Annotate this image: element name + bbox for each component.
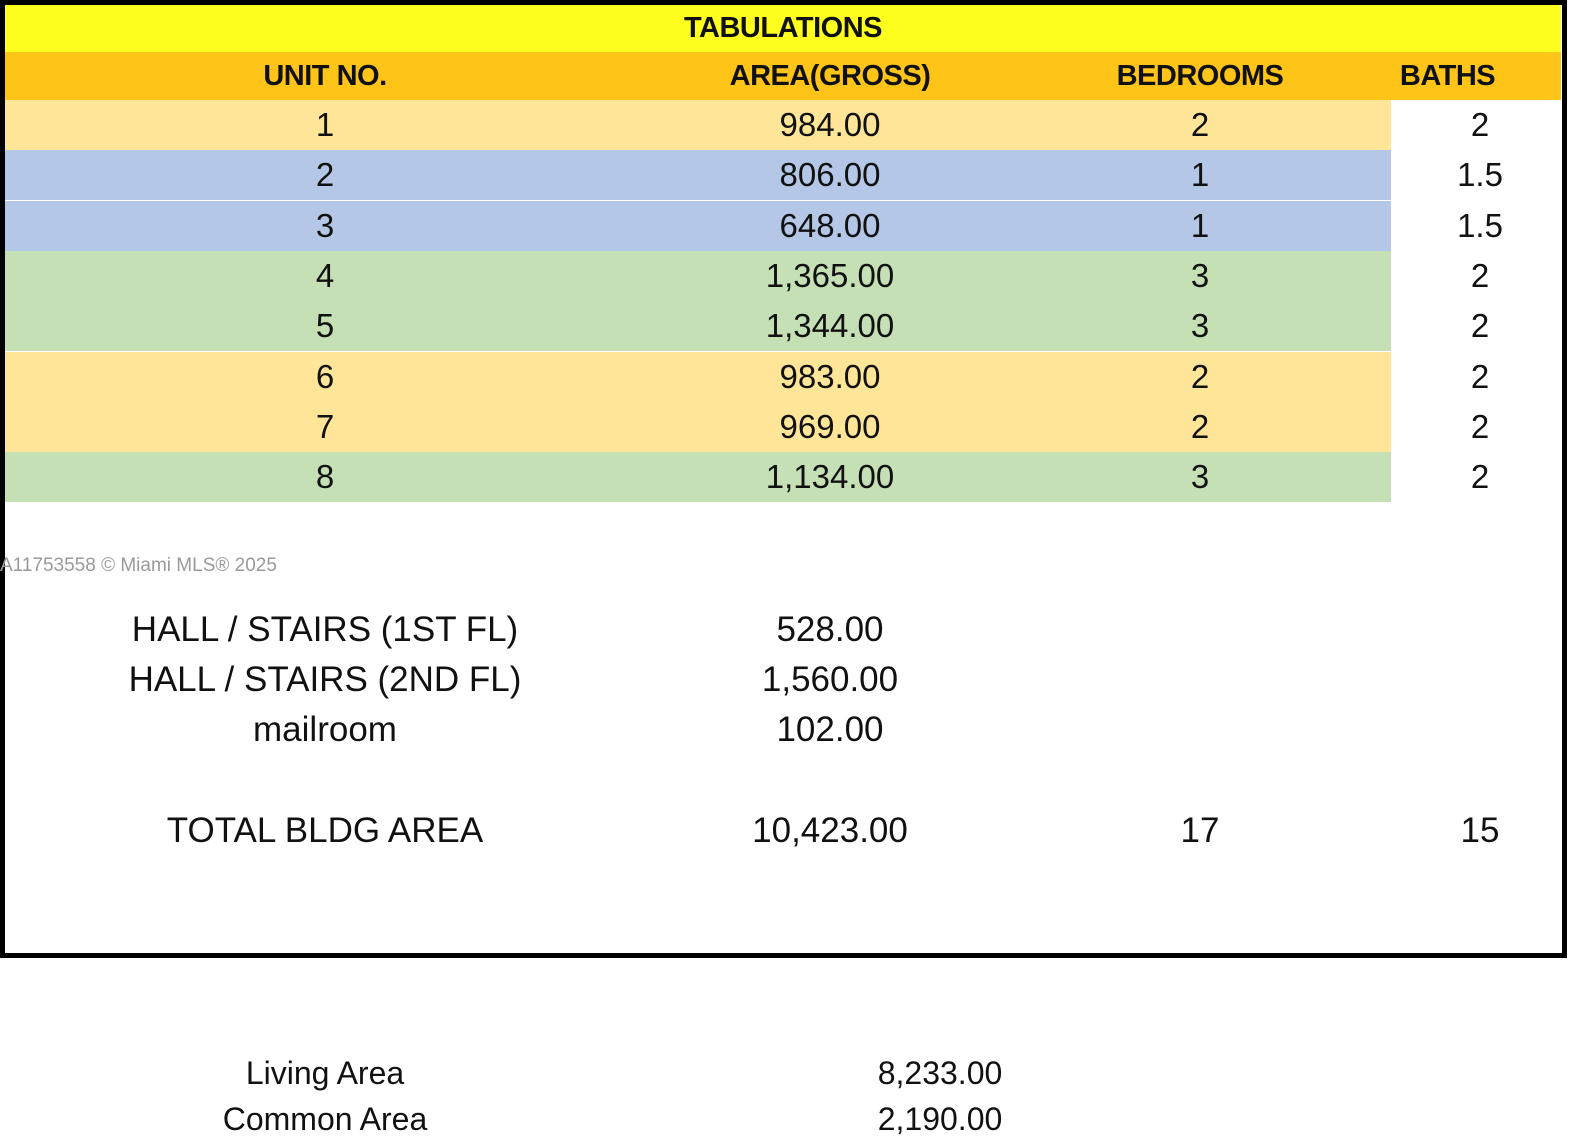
summary-label-common: Common Area: [222, 1100, 428, 1137]
baths-cell: 2: [1470, 106, 1490, 143]
total-area: 10,423.00: [752, 811, 908, 850]
table-row: [5, 452, 1391, 502]
area-cell: 984.00: [779, 106, 881, 143]
area-cell: 1,134.00: [765, 458, 895, 495]
baths-cell: 2: [1470, 458, 1490, 495]
unit-no-cell: 4: [315, 257, 335, 294]
area-cell: 648.00: [779, 207, 881, 244]
table-row: [5, 301, 1391, 351]
bedrooms-cell: 3: [1190, 307, 1210, 344]
baths-cell: 1.5: [1457, 156, 1503, 193]
table-row: [5, 100, 1391, 150]
bedrooms-cell: 1: [1190, 156, 1210, 193]
watermark: A11753558 © Miami MLS® 2025: [0, 555, 277, 576]
area-cell: 1,365.00: [765, 257, 895, 294]
unit-no-cell: 8: [315, 458, 335, 495]
unit-no-cell: 5: [315, 307, 335, 344]
bedrooms-cell: 2: [1190, 408, 1210, 445]
bedrooms-cell: 3: [1190, 458, 1210, 495]
header-area-gross: AREA(GROSS): [729, 59, 931, 92]
common-area-hall-1st: 528.00: [776, 610, 884, 649]
common-area-mailroom: 102.00: [776, 710, 884, 749]
table-row: [5, 402, 1391, 452]
title-band: [5, 5, 1561, 52]
header-row: [5, 52, 1561, 100]
table-title: TABULATIONS: [683, 12, 882, 44]
unit-no-cell: 2: [315, 156, 335, 193]
header-unit-no: UNIT NO.: [263, 59, 387, 92]
bedrooms-cell: 2: [1190, 358, 1210, 395]
table-row: [5, 251, 1391, 301]
common-label-mailroom: mailroom: [253, 710, 397, 749]
bedrooms-cell: 3: [1190, 257, 1210, 294]
header-baths: BATHS: [1399, 59, 1496, 92]
common-label-hall-2nd: HALL / STAIRS (2ND FL): [128, 660, 522, 699]
unit-no-cell: 1: [315, 106, 335, 143]
table-row: [5, 352, 1391, 402]
total-bedrooms: 17: [1180, 811, 1220, 850]
unit-no-cell: 6: [315, 358, 335, 395]
baths-cell: 1.5: [1457, 207, 1503, 244]
summary-value-common: 2,190.00: [877, 1100, 1003, 1137]
common-area-hall-2nd: 1,560.00: [761, 660, 899, 699]
bedrooms-cell: 1: [1190, 207, 1210, 244]
table-row: [5, 201, 1391, 251]
summary-value-living: 8,233.00: [877, 1054, 1003, 1091]
table-row: [5, 150, 1391, 200]
total-baths: 15: [1460, 811, 1500, 850]
total-label: TOTAL BLDG AREA: [166, 811, 484, 850]
summary-label-living: Living Area: [245, 1054, 405, 1091]
area-cell: 1,344.00: [765, 307, 895, 344]
baths-cell: 2: [1470, 358, 1490, 395]
area-cell: 969.00: [779, 408, 881, 445]
header-bedrooms: BEDROOMS: [1116, 59, 1284, 92]
unit-no-cell: 3: [315, 207, 335, 244]
baths-cell: 2: [1470, 408, 1490, 445]
baths-cell: 2: [1470, 307, 1490, 344]
bedrooms-cell: 2: [1190, 106, 1210, 143]
baths-cell: 2: [1470, 257, 1490, 294]
unit-no-cell: 7: [315, 408, 335, 445]
common-label-hall-1st: HALL / STAIRS (1ST FL): [131, 610, 519, 649]
area-cell: 806.00: [779, 156, 881, 193]
area-cell: 983.00: [779, 358, 881, 395]
